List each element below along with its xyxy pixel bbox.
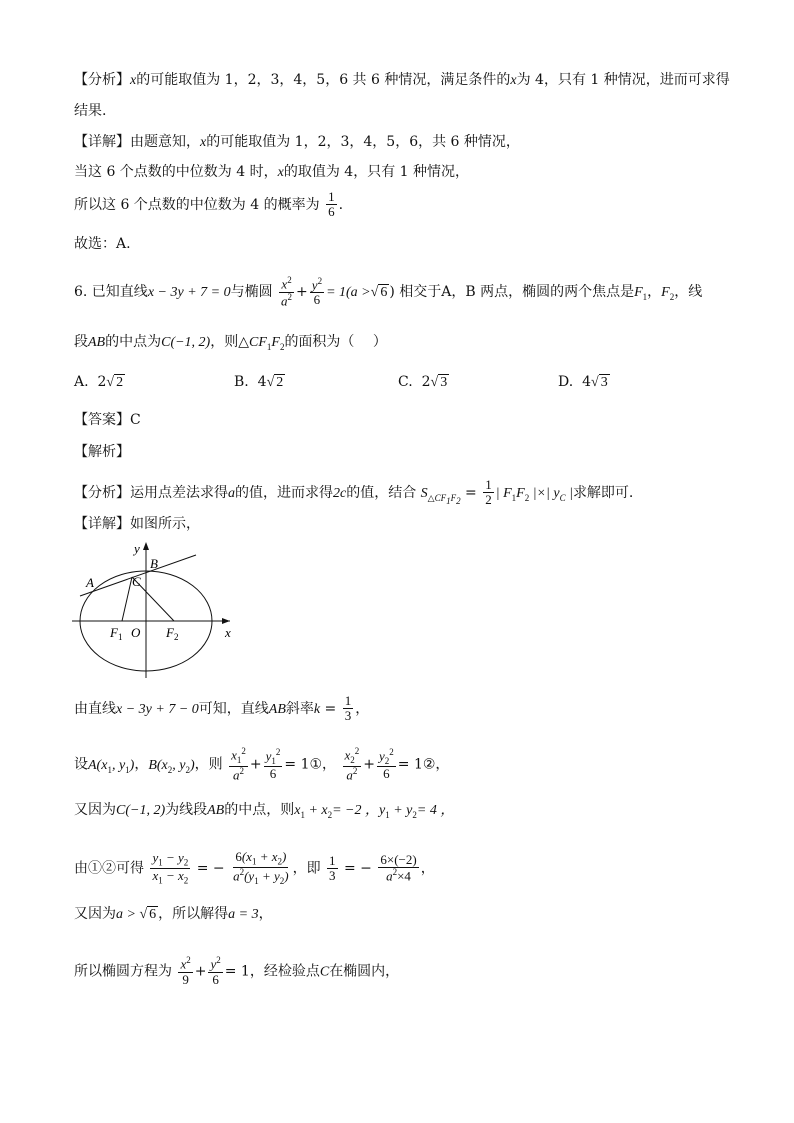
label-o: O bbox=[131, 625, 141, 640]
analysis-6: 【分析】运用点差法求得a的值，进而求得2c的值，结合 $S_{\triangle CF_1F_2}$ = $\frac{1}{2}$ | $F_1F_2$ |×| $y_C$ |求解即可. bbox=[74, 477, 634, 508]
detail-6-line2: 设$A(x_1$, $y_1$)，$B(x_2$, $y_2$)，则 $\frac{x_1^2}{a^2}$ + $\frac{y_1^2}{6}$ = 1①， $\frac{x_2^2}{a^2}$ + $\frac{y_2^2}{6}$ = 1②， bbox=[74, 746, 450, 783]
answer-6: 【答案】C bbox=[74, 412, 141, 428]
analysis-5: 【分析】x的可能取值为 1，2，3，4，5，6 共 6 种情况，满足条件的x为 4，只有 1 种情况，进而可求得 bbox=[74, 72, 730, 88]
label-c: C bbox=[132, 574, 141, 589]
detail-6-line5: 又因为a > √ 6 ，所以解得a = 3， bbox=[74, 906, 273, 922]
detail-6-intro: 【详解】如图所示， bbox=[74, 516, 200, 532]
analysis-5-cont: 结果. bbox=[74, 103, 107, 119]
detail-5-line2: 当这 6 个点数的中位数为 4 时，x的取值为 4，只有 1 种情况， bbox=[74, 164, 470, 180]
detail-6-line1: 由直线x − 3y + 7 − 0可知，直线AB斜率k = $\frac{1}{3}$ ， bbox=[74, 693, 370, 724]
detail-5-line3: 所以这 6 个点数的中位数为 4 的概率为 $\frac{1}{6}$ . bbox=[74, 189, 344, 220]
x-axis-arrow bbox=[222, 618, 230, 624]
detail-5-line1: 【详解】由题意知，x的可能取值为 1，2，3，4，5，6，共 6 种情况， bbox=[74, 134, 520, 150]
label-f1: $F_1$ bbox=[110, 625, 123, 642]
detail-label: 【详解】 bbox=[74, 134, 130, 150]
option-b: B. 4√ 2 bbox=[234, 374, 284, 390]
ellipse-figure bbox=[70, 540, 240, 682]
answer-5: 故选：A. bbox=[74, 236, 131, 252]
option-a: A. 2√ 2 bbox=[74, 374, 124, 390]
segment-f1c bbox=[122, 577, 132, 621]
y-axis-arrow bbox=[143, 542, 149, 550]
answer-value: C bbox=[130, 412, 141, 428]
detail-6-line6: 所以椭圆方程为 $\frac{x^2}{9}$ + $\frac{y^2}{6}$ = 1，经检验点C在椭圆内， bbox=[74, 955, 400, 987]
label-b: B bbox=[150, 556, 158, 571]
ellipse-fraction-x: $\frac{x^2}{a^2}$ bbox=[281, 275, 293, 308]
probability-fraction: $\frac{1}{6}$ bbox=[328, 189, 335, 220]
analysis-label: 【分析】 bbox=[74, 72, 130, 88]
jiexi-label: 【解析】 bbox=[74, 444, 130, 460]
label-f2: $F_2$ bbox=[166, 625, 179, 642]
ellipse-fraction-y: $\frac{y^2}{6}$ bbox=[311, 275, 323, 308]
detail-6-line3: 又因为C(−1, 2)为线段AB的中点，则$x_1 + x_2= -2$ ，$y_1 + y_2= 4$ ， bbox=[74, 802, 455, 820]
option-d: D. 4√ 3 bbox=[558, 374, 608, 390]
question-6-line1: 6. 已知直线x − 3y + 7 = 0与椭圆 $\frac{x^2}{a^2}$ + $\frac{y^2}{6}$ = 1(a >√ 6 ) 相交于A，B 两点，椭圆的两个焦点是$F_1$，$F_2$，线 bbox=[74, 275, 703, 308]
option-c: C. 2√ 3 bbox=[398, 374, 448, 390]
label-y: y bbox=[134, 541, 140, 556]
label-a: A bbox=[86, 575, 94, 590]
label-x: x bbox=[225, 625, 231, 640]
question-6-line2: 段AB的中点为C(−1, 2)，则$\triangle CF_1F_2$的面积为（ ） bbox=[74, 334, 387, 352]
detail-6-line4: 由①②可得 $\frac{y_1 - y_2}{x_1 - x_2}$ = − $\frac{6(x_1 + x_2)}{a^2(y_1 + y_2)}$ ，即 $\frac{1}{3}$ = − $\frac{6\times(-2)}{a^2\times 4}$ ， bbox=[74, 849, 435, 887]
